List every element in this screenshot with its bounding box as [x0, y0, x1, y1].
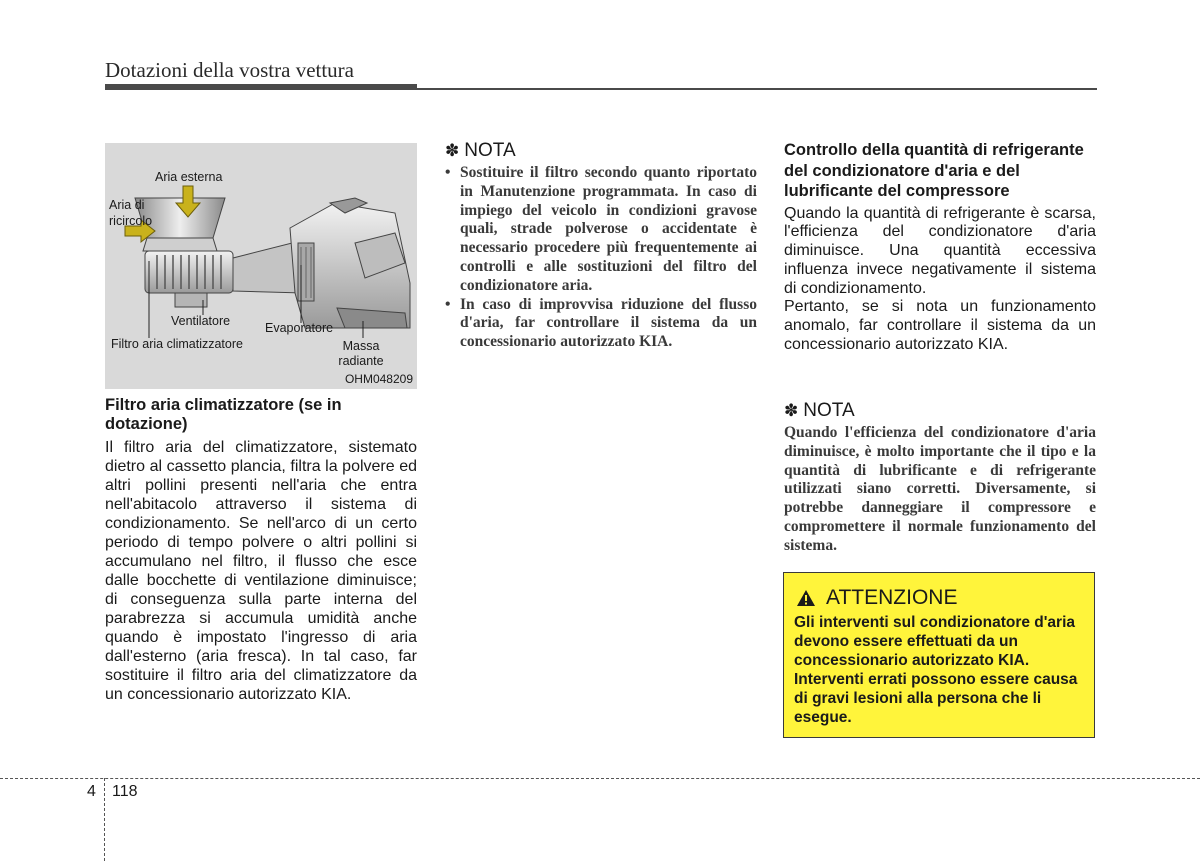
chapter-number: 4 [87, 783, 96, 800]
label-filtro: Filtro aria climatizzatore [111, 337, 243, 351]
footer-vertical-divider [104, 778, 105, 861]
nota-box-2 [784, 400, 1096, 556]
nota-heading [445, 140, 757, 162]
warning-triangle-icon [796, 589, 816, 607]
section-body [784, 205, 1096, 355]
nota-title: NOTA [803, 400, 855, 421]
label-massa-radiante: Massa radiante [338, 339, 384, 368]
list-item [445, 164, 757, 296]
label-aria-esterna: Aria esterna [155, 170, 223, 184]
label-aria-ricircolo: Aria di ricircolo [109, 198, 153, 228]
label-ventilatore: Ventilatore [171, 314, 231, 328]
list-item [445, 296, 757, 352]
label-evaporatore: Evaporatore [265, 321, 334, 335]
warning-title [796, 586, 957, 610]
filter-diagram-figure [105, 143, 417, 389]
warning-box [783, 572, 1095, 738]
figure-code: OHM048209 [344, 372, 413, 386]
bullet-icon: • [445, 164, 451, 181]
paragraph: Quando la quantità di refrigerante è scarsa, l'efficienza del condizionatore d'aria diminuisce. Una quantità eccessiva influenza invece negativamente il sistema di condizionamento. [784, 204, 1096, 297]
header-rule [105, 84, 417, 90]
warning-text: Gli interventi sul condizionatore d'aria devono essere effettuati da un concessionario autorizzato KIA. Interventi errati possono essere causa di gravi lesioni alla persona che li esegue. [794, 614, 1078, 726]
section-heading: Controllo della quantità di refrigerante del condizionatore d'aria e del lubrificante del compressore [784, 141, 1084, 200]
nota-box-1 [445, 140, 757, 352]
page-number: 118 [112, 783, 138, 800]
footer-divider [0, 778, 1200, 779]
bullet-icon: • [445, 295, 451, 313]
list-item-text: Sostituire il filtro secondo quanto riportato in Manutenzione programmata. In caso di impiego del veicolo in condizioni gravose quali, strade polverose o accidentate è necessario procedere più frequentemente ai controlli e alle sostituzioni del filtro del condizionatore aria. [460, 164, 757, 294]
section-controllo [784, 140, 1096, 355]
warning-label: ATTENZIONE [826, 586, 958, 609]
nota-text: Quando l'efficienza del condizionatore d'aria diminuisce, è molto importante che il tipo e la quantità di lubrificante e di refrigerante utilizzati siano corretti. Diversamente, si potrebbe danneggiare il compressore e compromettere il normale funzionamento del sistema. [784, 424, 1096, 554]
list-item-text: In caso di improvvisa riduzione del flusso d'aria, far controllare il sistema da un concessionario autorizzato KIA. [460, 295, 757, 351]
paragraph: Pertanto, se si nota un funzionamento anomalo, far controllare il sistema da un concessionario autorizzato KIA. [784, 298, 1096, 354]
section-heading: Filtro aria climatizzatore (se in dotazione) [105, 396, 342, 433]
page-title: Dotazioni della vostra vettura [105, 58, 354, 82]
section-filtro [105, 396, 417, 704]
section-body: Il filtro aria del climatizzatore, sistemato dietro al cassetto plancia, filtra la polvere ed altri pollini presenti nell'aria che entra nell'abitacolo attraverso il sistema di condizionamento. Se nell'arco di un certo periodo di tempo polvere o altri pollini si accumulano nel filtro, il flusso che esce dalle bocchette di ventilazione diminuisce; di conseguenza sulla parte interna del parabrezza si accumula umidità anche quando è impostato l'ingresso di aria dall'esterno (aria fresca). In tal caso, far sostituire il filtro aria del climatizzatore da un concessionario autorizzato KIA. [105, 439, 417, 703]
nota-title: NOTA [464, 140, 516, 161]
nota-list [445, 164, 757, 352]
asterisk-icon: ✽ [784, 401, 799, 420]
asterisk-icon: ✽ [445, 141, 460, 160]
header-rule-thin [417, 88, 1097, 90]
nota-heading [784, 400, 1096, 422]
